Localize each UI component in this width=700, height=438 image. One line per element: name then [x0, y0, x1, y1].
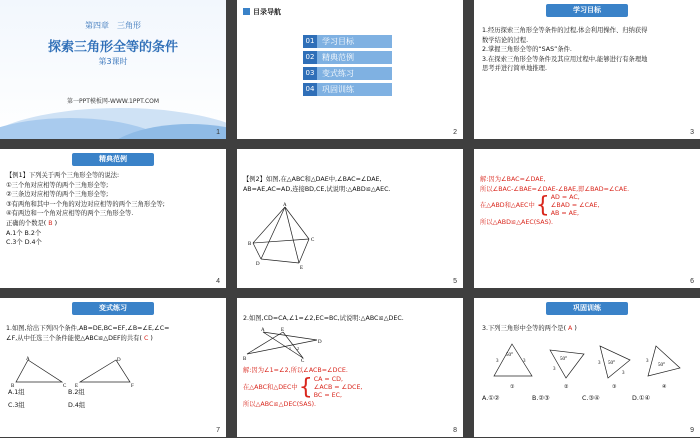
answer: A [568, 325, 573, 332]
svg-text:C: C [301, 359, 305, 362]
slide-6-thumbnail[interactable] [474, 149, 700, 288]
svg-text:D: D [318, 340, 322, 345]
footer-watermark: 第一PPT模板网-WWW.1PPT.COM [66, 98, 160, 105]
slide-number: 3 [690, 129, 694, 136]
nav-marker [243, 8, 250, 15]
svg-text:E: E [281, 328, 285, 333]
svg-text:3: 3 [523, 359, 526, 364]
svg-text:50°: 50° [506, 353, 513, 358]
svg-text:B: B [243, 357, 247, 362]
mark-3: ③ [612, 385, 617, 390]
svg-text:B: B [11, 384, 15, 388]
exercise-text: 3.下列三角形中全等的两个是( A ) [482, 325, 577, 332]
svg-text:1: 1 [289, 346, 291, 351]
slide-number: 1 [216, 129, 220, 136]
options [8, 388, 148, 410]
slide-number: 4 [216, 278, 220, 285]
exercise-text: 1.如图,给出下列四个条件,AB=DE,BC=EF,∠B=∠E,∠C= ∠F,从中任选三个条件能使△ABC≌△DEF的共有( C ) [6, 325, 170, 342]
svg-text:2: 2 [297, 346, 299, 351]
slide-number: 5 [453, 278, 457, 285]
lesson-label: 第3课时 [98, 57, 128, 66]
mark-4: ④ [662, 385, 667, 390]
slide-number: 9 [690, 427, 694, 434]
svg-text:3: 3 [622, 371, 625, 376]
section-header: 巩固训练 [546, 302, 628, 315]
option-a[interactable]: A.①② [482, 395, 500, 402]
slide-number: 6 [690, 278, 694, 285]
mark-1: ① [510, 385, 515, 390]
svg-text:3: 3 [598, 361, 601, 366]
mark-2: ② [564, 385, 569, 390]
option-c[interactable]: C.3组 [8, 401, 25, 409]
slide-4-thumbnail[interactable] [0, 149, 226, 288]
svg-text:E: E [75, 384, 79, 388]
section-header: 变式练习 [72, 302, 154, 315]
option-d[interactable]: D.①④ [632, 395, 651, 402]
solution-text: 解:因为∠1=∠2,所以∠ACB=∠DCE. 在△ABC和△DEC中 { CA = CD, ∠ACB = ∠DCE, BC = EC, 所以△ABC≌△DEC(SAS). [243, 367, 363, 408]
solution-text: 解:因为∠BAC=∠DAE, 所以∠BAC-∠BAE=∠DAE-∠BAE,即∠BAD=∠CAE. 在△ABD和△AEC中 { AD = AC, ∠BAD = ∠CAE, AB = AE, 所以△ABD≌△AEC(SAS). [480, 176, 630, 227]
exercise-text: 2.如图,CD=CA,∠1=∠2,EC=BC,试说明:△ABC≌△DEC. [243, 315, 404, 322]
svg-text:3: 3 [646, 359, 649, 364]
section-header: 精典范例 [72, 153, 154, 166]
example-text: 【例1】下列关于两个三角形全等的说法: ①三个角对应相等的两个三角形全等; ②三条边对应相等的两个三角形全等; ③有两角和其中一个角的对边对应相等的两个三角形全等; ④有两边和一个角对应相等的两个三角形全等. 正确的个数是( B ) A.1个 B.2个 C.3个 D.4个 [6, 172, 165, 247]
option-b[interactable]: B.2组 [68, 389, 85, 396]
label-c: C [311, 238, 315, 243]
label-e: E [300, 266, 304, 271]
toc-item[interactable]: 01 学习目标 [303, 35, 392, 48]
slide-9-thumbnail[interactable] [474, 298, 700, 437]
svg-text:50°: 50° [658, 363, 665, 368]
example-text: 【例2】如图,在△ABC和△DAE中,∠BAC=∠DAE, AB=AE,AC=AD,连接BD,CE,试说明:△ABD≌△AEC. [243, 176, 391, 193]
option-c[interactable]: C.③④ [582, 395, 600, 402]
triangle-figure [243, 326, 323, 362]
triangle-figure [8, 356, 138, 388]
svg-text:3: 3 [553, 367, 556, 372]
nav-title: 目录导航 [253, 8, 281, 16]
label-a: A [283, 203, 287, 208]
toc-item[interactable]: 03 变式练习 [303, 67, 392, 80]
answer: C [143, 334, 149, 342]
slide-5-thumbnail[interactable] [237, 149, 463, 288]
triangle-figure [247, 201, 322, 271]
slide-8-thumbnail[interactable] [237, 298, 463, 437]
option-d[interactable]: D.4组 [68, 401, 86, 409]
svg-text:3: 3 [496, 359, 499, 364]
svg-text:50°: 50° [608, 361, 615, 366]
svg-text:F: F [131, 384, 134, 388]
slide-number: 8 [453, 427, 457, 434]
option-a[interactable]: A.1组 [8, 389, 25, 396]
slide-7-thumbnail[interactable] [0, 298, 226, 437]
label-b: B [248, 242, 252, 247]
answer: B [48, 219, 53, 227]
brace: { [298, 374, 313, 400]
svg-text:D: D [117, 358, 121, 363]
slide-number: 7 [216, 427, 220, 434]
label-d: D [256, 262, 260, 267]
options [482, 394, 682, 404]
svg-text:50°: 50° [560, 357, 567, 362]
slide-2-thumbnail[interactable] [237, 0, 463, 139]
triangle-options-figure [480, 338, 696, 390]
slide-3-thumbnail[interactable] [474, 0, 700, 139]
brace: { [535, 193, 550, 219]
chapter-label: 第四章 三角形 [85, 21, 141, 30]
svg-text:A: A [261, 328, 265, 333]
slide-title: 探索三角形全等的条件 [47, 40, 178, 55]
option-b[interactable]: B.②③ [532, 395, 550, 402]
slide-1-thumbnail[interactable] [0, 0, 226, 139]
toc-item[interactable]: 04 巩固训练 [303, 83, 392, 96]
slide-number: 2 [453, 129, 457, 136]
objectives-text: 1.经历探索三角形全等条件的过程,体会利用操作、归纳获得 数学结论的过程. 2.掌握三角形全等的“SAS”条件. 3.在探索三角形全等条件及其应用过程中,能够进行有条理地 思考并进行简单地推理. [482, 27, 648, 73]
toc-list [303, 35, 392, 96]
toc-item[interactable]: 02 精典范例 [303, 51, 392, 64]
section-header: 学习目标 [546, 4, 628, 17]
svg-text:C: C [63, 384, 67, 388]
svg-text:A: A [26, 357, 30, 362]
